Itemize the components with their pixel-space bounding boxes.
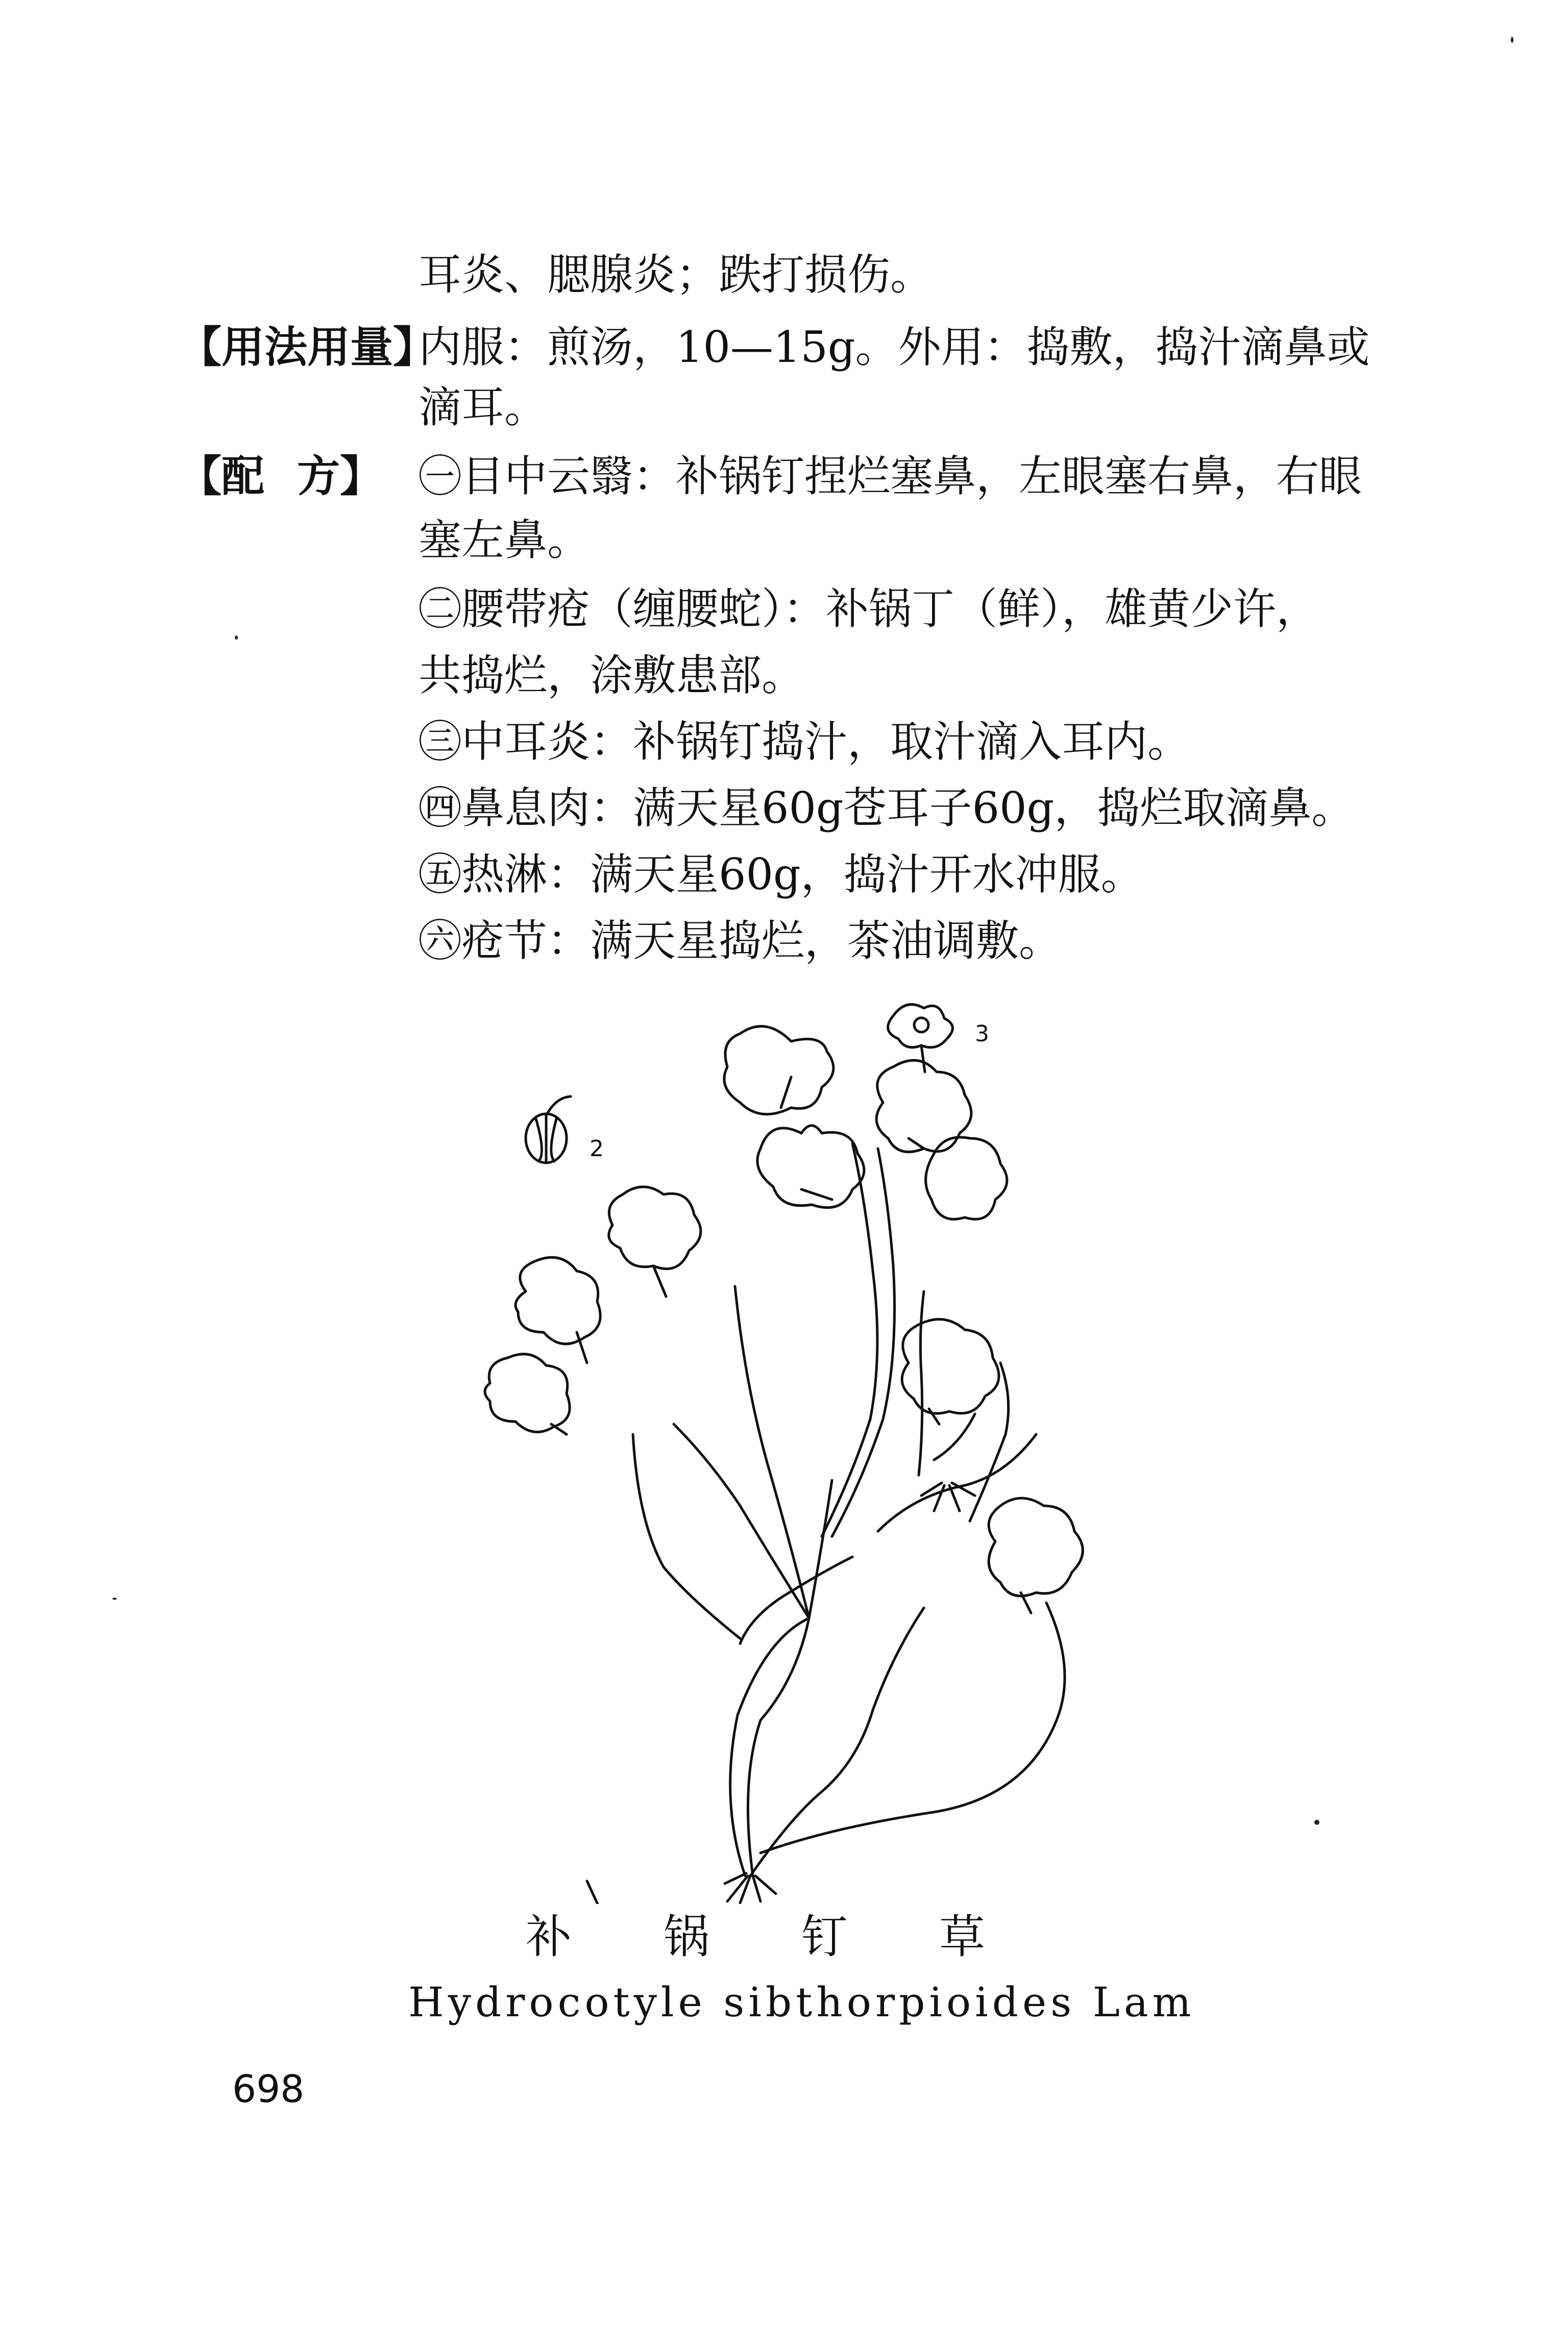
formula-3: ㊂中耳炎：补锅钉捣汁，取汁滴入耳内。 bbox=[419, 717, 1191, 767]
scan-speck bbox=[1511, 37, 1513, 43]
fruit-label: 2 bbox=[590, 1136, 604, 1162]
text-line-1: 耳炎、腮腺炎；跌打损伤。 bbox=[419, 250, 934, 300]
figure-caption-latin: Hydrocotyle sibthorpioides Lam bbox=[408, 1978, 1195, 2026]
formula-2-line-1: ㊁腰带疮（缠腰蛇）：补锅丁（鲜），雄黄少许， bbox=[419, 584, 1319, 634]
fruit-illustration bbox=[526, 1096, 571, 1163]
formula-1-line-2: 塞左鼻。 bbox=[419, 515, 591, 565]
plant-illustration bbox=[434, 985, 1148, 1904]
scan-speck bbox=[235, 636, 238, 640]
flower-label: 3 bbox=[975, 1021, 989, 1047]
usage-line-1: 内服：煎汤，10—15g。外用：捣敷，捣汁滴鼻或 bbox=[419, 322, 1370, 372]
formula-2-line-2: 共捣烂，涂敷患部。 bbox=[419, 650, 805, 700]
usage-label: 【用法用量】 bbox=[179, 322, 436, 372]
usage-line-2: 滴耳。 bbox=[419, 382, 548, 432]
formula-label bbox=[179, 452, 383, 501]
figure-caption-chinese: 补锅钉草 bbox=[526, 1910, 1077, 1964]
formula-label-open: 【配 bbox=[179, 451, 265, 501]
page-number: 698 bbox=[232, 2067, 305, 2111]
scan-speck bbox=[1314, 1820, 1319, 1825]
formula-label-close: 方】 bbox=[297, 451, 383, 501]
formula-5: ㊄热淋：满天星60g，捣汁开水冲服。 bbox=[419, 849, 1144, 899]
formula-1-line-1: ㊀目中云翳：补锅钉捏烂塞鼻，左眼塞右鼻，右眼 bbox=[419, 451, 1362, 501]
formula-6: ㊅疮节：满天星捣烂，茶油调敷。 bbox=[419, 916, 1062, 966]
stems bbox=[633, 1143, 1065, 1876]
scan-speck bbox=[112, 1598, 117, 1600]
formula-4: ㊃鼻息肉：满天星60g苍耳子60g，捣烂取滴鼻。 bbox=[419, 783, 1355, 833]
